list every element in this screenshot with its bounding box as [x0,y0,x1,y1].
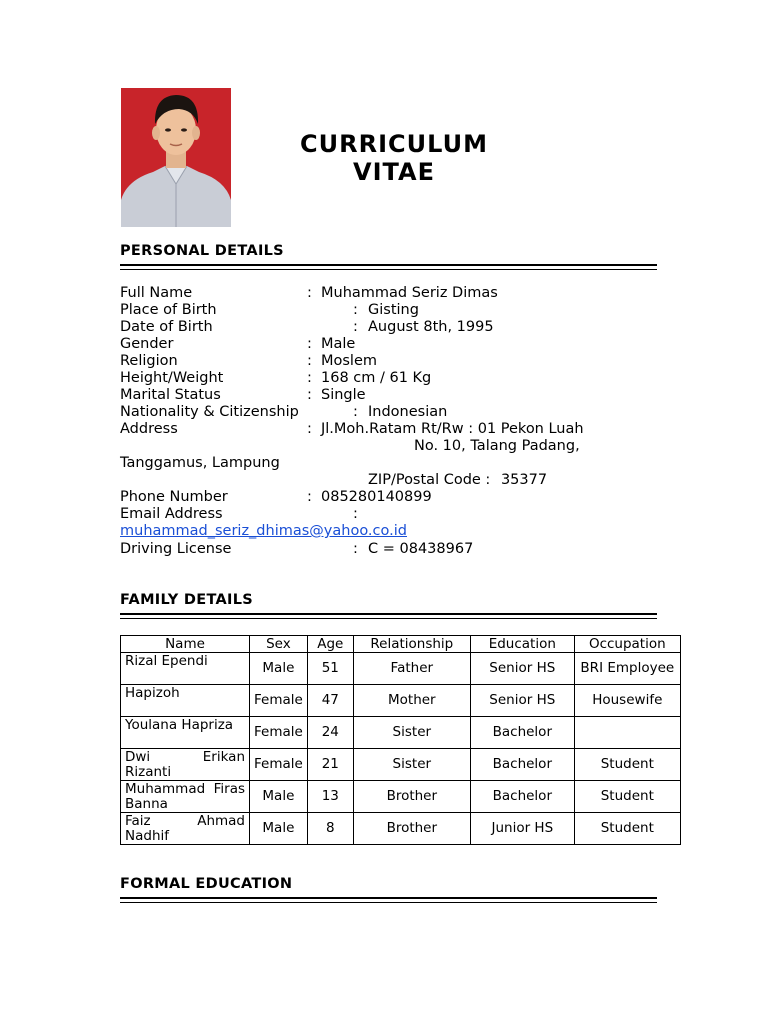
address-label: Address [120,421,178,437]
table-row [121,749,681,781]
table-row [121,781,681,813]
religion-value: Moslem [321,353,378,369]
colon: : [353,319,358,335]
cell-education: Bachelor [470,781,574,813]
colon: : [307,336,312,352]
colon: : [307,421,312,437]
cell-education: Senior HS [470,653,574,685]
profile-photo [121,88,231,227]
phone-label: Phone Number [120,489,228,505]
marital-status-label: Marital Status [120,387,221,403]
colon: : [307,489,312,505]
table-row [121,685,681,717]
cell-relationship: Mother [353,685,470,717]
column-header: Age [307,636,353,653]
table-row [121,813,681,845]
cv-title: CURRICULUM [300,130,488,158]
cell-name: Faiz Ahmad Nadhif [121,813,250,845]
cell-education: Senior HS [470,685,574,717]
cell-age: 8 [307,813,353,845]
cell-sex: Male [250,781,308,813]
date-of-birth-label: Date of Birth [120,319,213,335]
cv-title-line-2: VITAE [353,158,435,186]
colon: : [353,302,358,318]
cell-relationship: Father [353,653,470,685]
nationality-value: Indonesian [368,404,448,420]
column-header: Occupation [574,636,680,653]
height-weight-label: Height/Weight [120,370,224,386]
cell-education: Junior HS [470,813,574,845]
place-of-birth-value: Gisting [368,302,419,318]
table-row [121,717,681,749]
family-details-heading: FAMILY DETAILS [120,592,254,608]
cell-sex: Male [250,653,308,685]
cell-name: Hapizoh [121,685,250,717]
driving-license-value: C = 08438967 [368,541,474,557]
email-link[interactable]: muhammad_seriz_dhimas@yahoo.co.id [120,523,407,539]
full-name-value: Muhammad Seriz Dimas [321,285,498,301]
cell-sex: Female [250,685,308,717]
place-of-birth-label: Place of Birth [120,302,217,318]
cell-name: Muhammad Firas Banna [121,781,250,813]
cell-occupation: Student [574,781,680,813]
gender-label: Gender [120,336,174,352]
full-name-label: Full Name [120,285,193,301]
cell-occupation: Housewife [574,685,680,717]
colon: : [307,353,312,369]
cell-occupation: Student [574,813,680,845]
height-weight-value: 168 cm / 61 Kg [321,370,432,386]
phone-value: 085280140899 [321,489,432,505]
date-of-birth-value: August 8th, 1995 [368,319,494,335]
gender-value: Male [321,336,356,352]
cell-age: 47 [307,685,353,717]
cell-sex: Male [250,813,308,845]
cell-occupation: BRI Employee [574,653,680,685]
driving-license-label: Driving License [120,541,232,557]
cell-age: 24 [307,717,353,749]
column-header: Sex [250,636,308,653]
cell-relationship: Sister [353,749,470,781]
colon: : [307,285,312,301]
religion-label: Religion [120,353,178,369]
family-table [120,635,681,845]
cell-name: Dwi Erikan Rizanti [121,749,250,781]
section-divider [120,613,657,619]
column-header: Relationship [353,636,470,653]
cell-education: Bachelor [470,717,574,749]
personal-details-heading: PERSONAL DETAILS [120,243,284,259]
zip-value: 35377 [500,472,548,488]
cell-name: Youlana Hapriza [121,717,250,749]
address-line-3: Tanggamus, Lampung [120,455,280,471]
cell-relationship: Sister [353,717,470,749]
cell-sex: Female [250,749,308,781]
section-divider [120,264,657,270]
table-row [121,653,681,685]
cell-education: Bachelor [470,749,574,781]
formal-education-heading: FORMAL EDUCATION [120,876,293,892]
cell-relationship: Brother [353,813,470,845]
cell-age: 21 [307,749,353,781]
cell-name: Rizal Ependi [121,653,250,685]
cell-age: 13 [307,781,353,813]
colon: : [307,370,312,386]
cell-age: 51 [307,653,353,685]
zip-row [368,472,547,489]
nationality-label: Nationality & Citizenship [120,404,299,420]
section-divider [120,897,657,903]
column-header: Education [470,636,574,653]
cell-occupation [574,717,680,749]
email-value-row [120,523,407,540]
column-header: Name [121,636,250,653]
zip-label: ZIP/Postal Code : [368,472,491,488]
colon: : [353,506,358,522]
colon: : [353,541,358,557]
cell-relationship: Brother [353,781,470,813]
colon: : [353,404,358,420]
email-label: Email Address [120,506,223,522]
colon: : [307,387,312,403]
address-line-1: Jl.Moh.Ratam Rt/Rw : 01 Pekon Luah [321,421,584,437]
marital-status-value: Single [321,387,366,403]
address-line-2: No. 10, Talang Padang, [414,438,580,454]
table-header-row [121,636,681,653]
cell-sex: Female [250,717,308,749]
cell-occupation: Student [574,749,680,781]
